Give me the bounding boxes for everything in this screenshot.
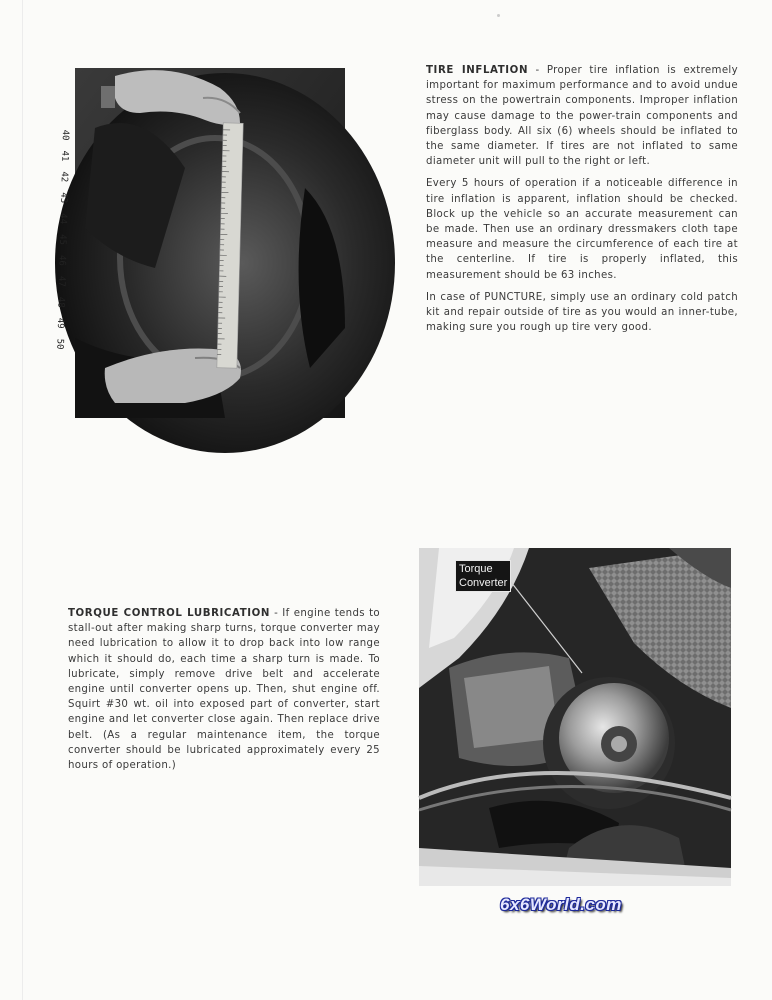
- tire-inflation-text-1: - Proper tire inflation is extremely important for maximum performance and to avoid undue stress on the powertrain components. Improper inflation may cause damage to the power-train components and fiberglass body. All six (6) wheels should be inflated to the same diameter. If tires are not inflated to same diameter unit will pull to the right or left.: [426, 65, 738, 168]
- callout-line-1: Torque: [459, 563, 493, 575]
- tape-number: 45: [57, 234, 68, 246]
- tape-number: 50: [54, 338, 65, 350]
- page-gutter-line: [22, 0, 23, 1000]
- tape-number: 49: [54, 317, 66, 329]
- torque-control-section: [68, 606, 380, 780]
- tape-number: 44: [57, 213, 68, 225]
- tape-number: 48: [55, 296, 66, 308]
- tape-number: 43: [58, 192, 69, 204]
- tire-inflation-paragraph-1: [426, 63, 738, 169]
- tape-number: 42: [58, 171, 69, 183]
- torque-converter-photo: [419, 548, 731, 886]
- torque-converter-callout-label: [455, 560, 511, 592]
- tape-number: 46: [56, 254, 67, 267]
- tire-inflation-heading: TIRE INFLATION: [426, 65, 529, 76]
- tire-inflation-paragraph-2: Every 5 hours of operation if a noticeable difference in tire inflation is apparent, inflation should be checked. Block up the vehicle so an accurate measurement can be made. Then use an ordinary dressmakers cloth tape measure and measure the circumference of each tire at the centerline. If tire is properly inflated, this measurement should be 63 inches.: [426, 178, 738, 281]
- tire-measurement-photo: [54, 68, 345, 418]
- tape-number: 47: [55, 275, 67, 287]
- site-watermark: 6x6World.com: [500, 895, 622, 914]
- paper-speck: [497, 14, 500, 17]
- callout-line-2: Converter: [459, 577, 508, 589]
- tape-number: 41: [59, 150, 70, 162]
- tire-inflation-section: [426, 63, 738, 342]
- torque-control-heading: TORQUE CONTROL LUBRICATION: [68, 608, 271, 619]
- torque-control-paragraph: [68, 606, 380, 773]
- tape-number: 40: [59, 129, 71, 141]
- puncture-paragraph: In case of PUNCTURE, simply use an ordinary cold patch kit and repair outside of tire as you would an inner-tube, making sure you rough up tire very good.: [426, 291, 738, 334]
- torque-control-text: - If engine tends to stall-out after making sharp turns, torque converter may need lubrication to allow it to drop back into low range which it should do, each time a sharp turn is made. To lubricate, simply remove drive belt and accelerate engine until converter opens up. Then, shut engine off. Squirt #30 wt. oil into exposed part of converter, start engine and let converter close again. Then replace drive belt. (As a regular maintenance item, the torque converter should be lubricated approximately every 25 hours of operation.): [68, 608, 380, 772]
